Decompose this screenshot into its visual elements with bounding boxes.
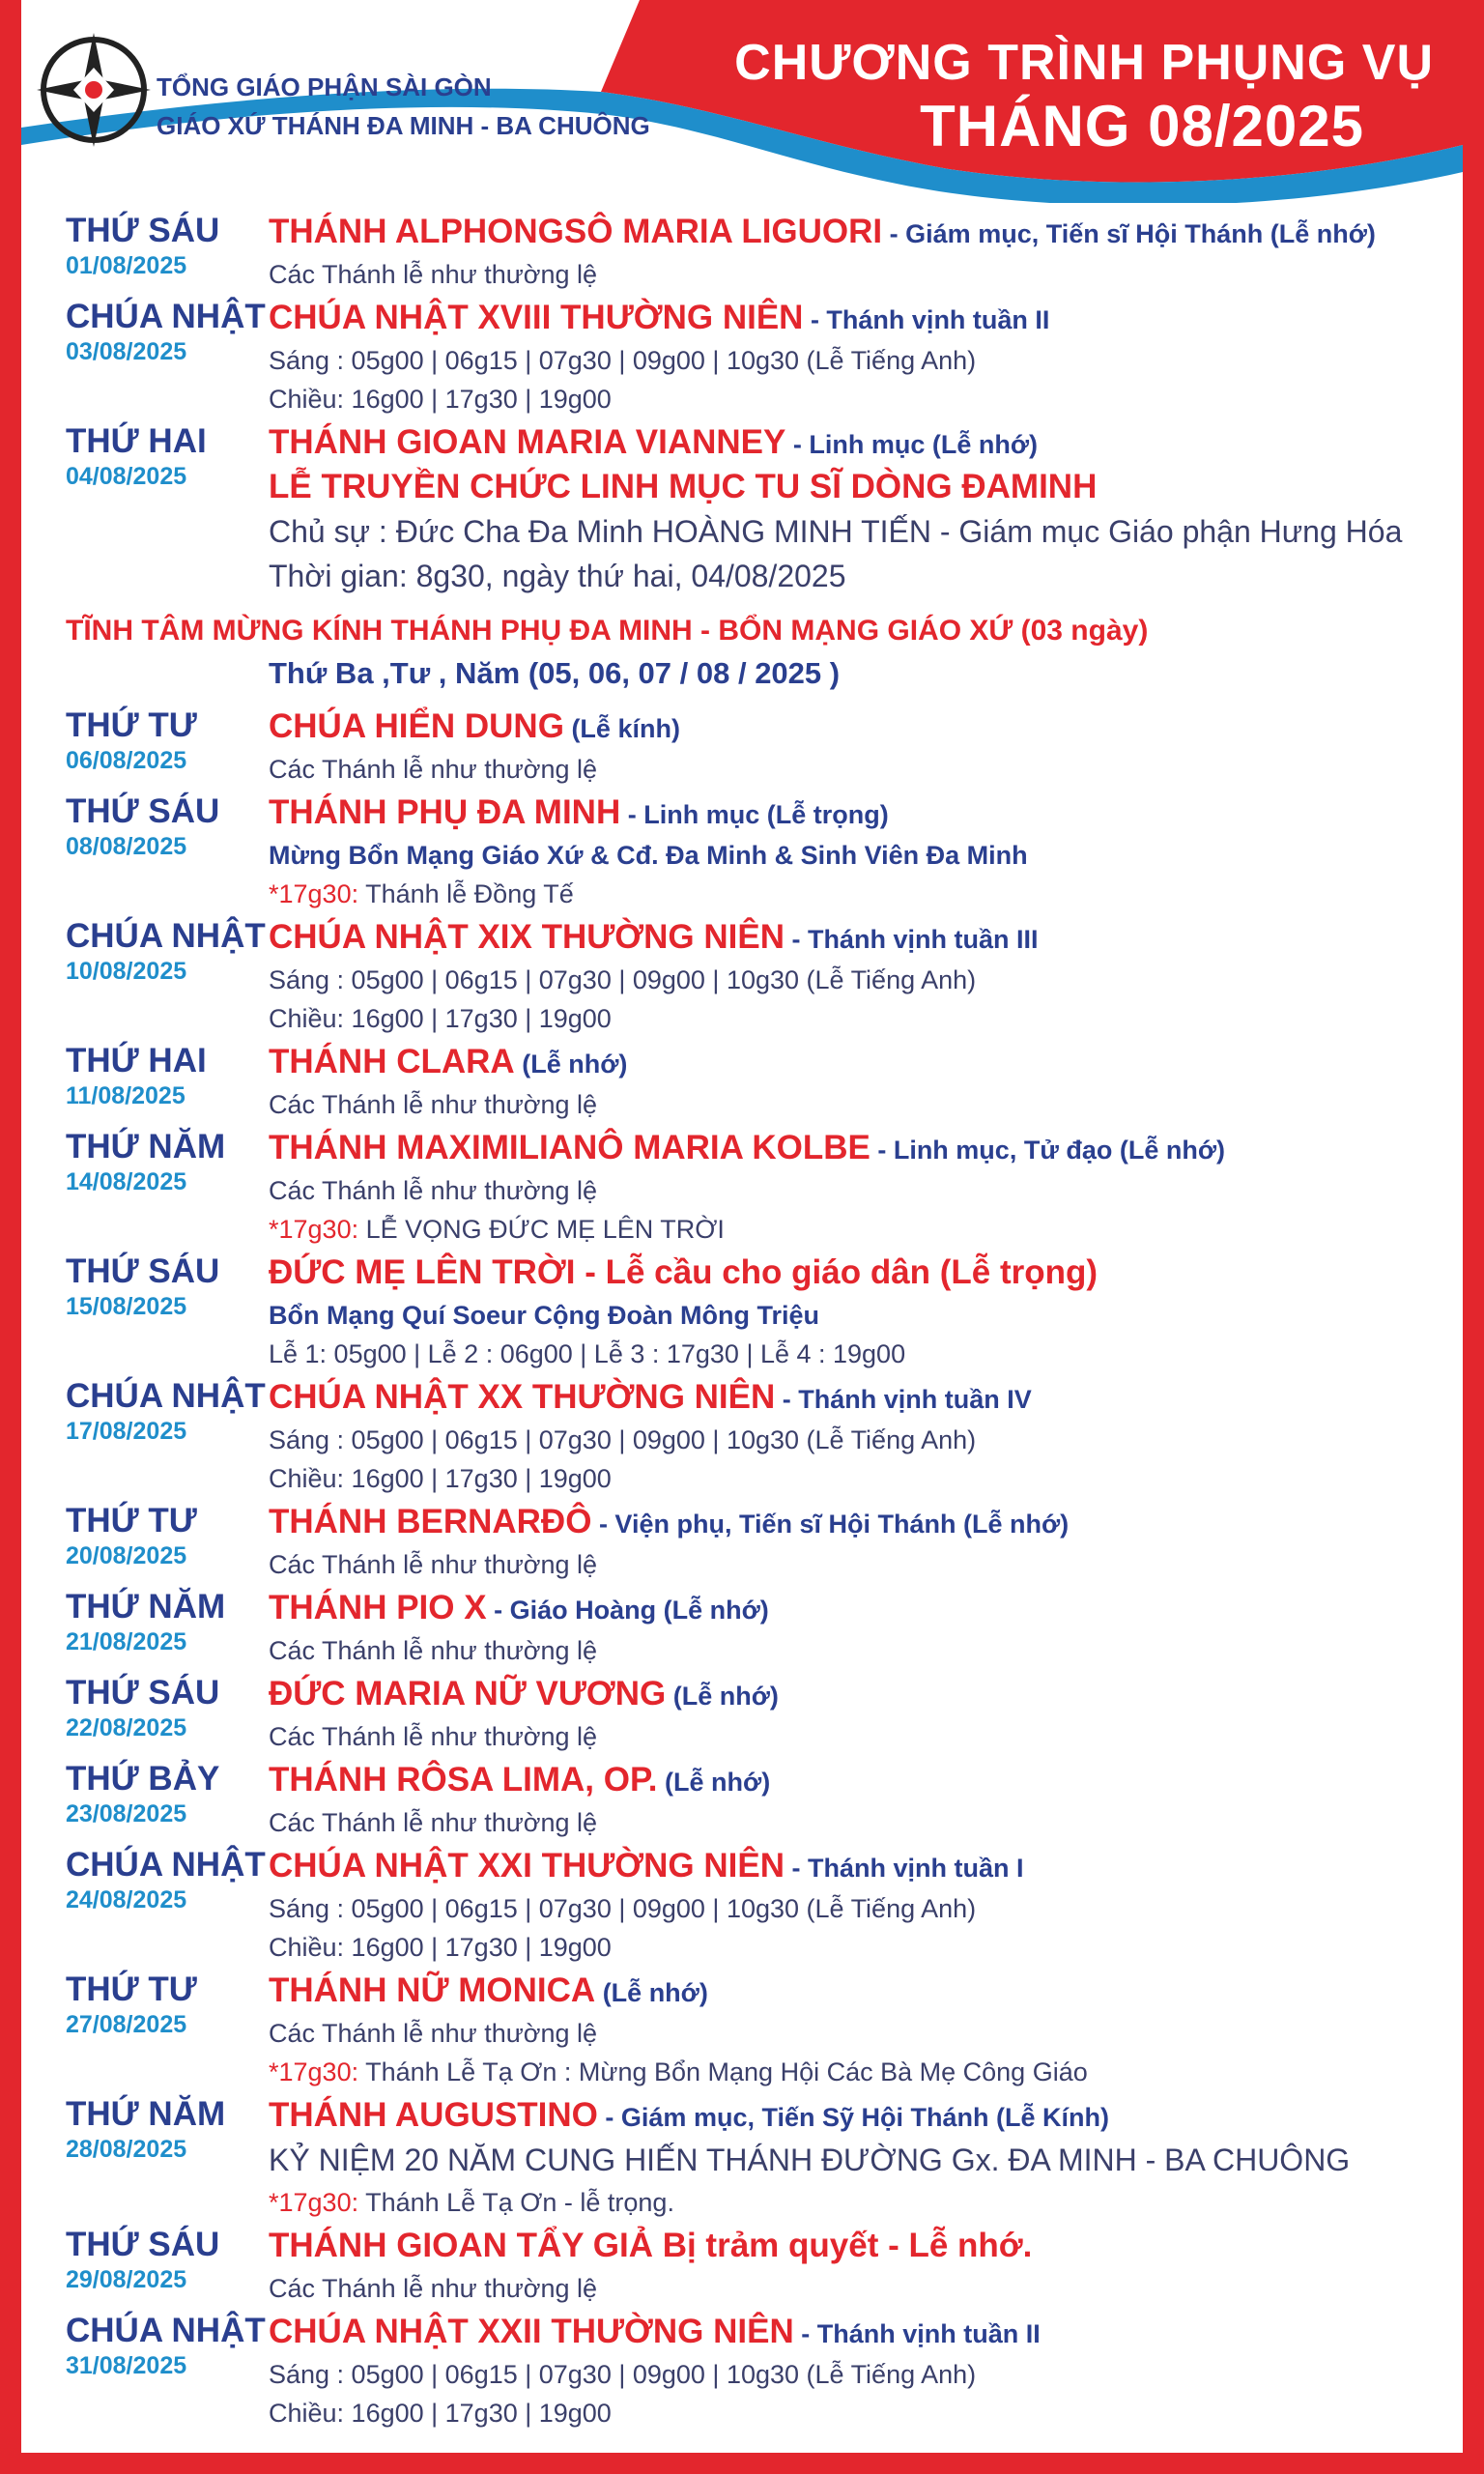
feast-detail: (Lễ nhớ) [595,1978,708,2007]
schedule-text: Sáng : 05g00 | 06g15 | 07g30 | 09g00 | 10g30 (Lễ Tiếng Anh) [269,965,977,994]
date-column [66,421,269,599]
weekday-label: THỨ TƯ [66,1502,197,1539]
date-column [66,1673,269,1756]
entry-line [269,1717,1447,1756]
date-column [66,1587,269,1670]
entry-line [269,750,1447,789]
feast-detail: - Thánh vịnh tuần I [785,1854,1024,1883]
feast-title: ĐỨC MARIA NỮ VƯƠNG [269,1675,667,1712]
date-label: 10/08/2025 [66,958,187,985]
feast-title: CHÚA NHẬT XX THƯỜNG NIÊN [269,1378,776,1416]
date-label: 01/08/2025 [66,252,187,279]
date-label: 20/08/2025 [66,1542,187,1569]
date-column [66,2311,269,2432]
feast-title: THÁNH CLARA [269,1043,515,1080]
entry-line [269,2311,1447,2355]
entry-line [269,1127,1447,1171]
date-column [66,1376,269,1498]
entry-line [269,705,1447,750]
entry-line [269,2139,1447,2183]
entry-line [269,791,1447,836]
entry-line [269,2269,1447,2308]
date-label: 24/08/2025 [66,1886,187,1913]
feast-title: THÁNH MAXIMILIANÔ MARIA KOLBE [269,1129,870,1166]
parish-logo [33,29,155,151]
weekday-label: THỨ NĂM [66,2095,226,2133]
schedule-text: Thánh Lễ Tạ Ơn : Mừng Bổn Mạng Hội Các Bà Mẹ Công Giáo [358,2057,1088,2086]
date-label: 31/08/2025 [66,2352,187,2379]
schedule-entry [66,421,1447,599]
entry-line [269,2183,1447,2222]
entry-content [269,421,1447,599]
entry-line [269,211,1447,255]
entry-line [269,1335,1447,1373]
retreat-block [66,611,1447,696]
weekday-label: CHÚA NHẬT [66,1377,266,1415]
weekday-label: THỨ HAI [66,422,207,460]
entry-content [269,1251,1447,1373]
schedule-entry [66,705,1447,789]
weekday-label: THỨ SÁU [66,212,220,249]
entry-content [269,1501,1447,1584]
feast-detail: (Lễ nhớ) [514,1050,628,1079]
entry-content [269,1970,1447,2091]
announcement-text: - Giám mục Giáo phận Hưng Hóa [930,514,1403,549]
weekday-label: THỨ SÁU [66,1674,220,1712]
entry-content [269,1673,1447,1756]
weekday-label: CHÚA NHẬT [66,298,266,335]
entry-content [269,297,1447,418]
entry-content [269,1587,1447,1670]
feast-detail: - Thánh vịnh tuần II [793,2319,1041,2348]
entry-line [269,1251,1447,1296]
retreat-days: Thứ Ba ,Tư , Năm (05, 06, 07 / 08 / 2025 ) [269,656,841,690]
date-column [66,1041,269,1124]
entry-line [269,1459,1447,1498]
feast-detail: - Linh mục (Lễ trọng) [620,800,889,829]
entry-content [269,1759,1447,1842]
date-column [66,1127,269,1249]
weekday-label: THỨ NĂM [66,1128,226,1165]
entry-line [269,2225,1447,2269]
weekday-label: CHÚA NHẬT [66,2312,266,2349]
title-line-2: THÁNG 08/2025 [920,94,1365,158]
organization-block [157,68,650,145]
schedule-text: Chiều: 16g00 | 17g30 | 19g00 [269,1464,612,1493]
schedule-text: Lễ 1: 05g00 | Lễ 2 : 06g00 | Lễ 3 : 17g30 | Lễ 4 : 19g00 [269,1339,906,1368]
date-label: 03/08/2025 [66,338,187,365]
retreat-title: TĨNH TÂM MỪNG KÍNH THÁNH PHỤ ĐA MINH - BỔN MẠNG GIÁO XỨ (03 ngày) [66,615,1149,647]
feast-detail: - Giám mục, Tiến sĩ Hội Thánh (Lễ nhớ) [882,219,1376,248]
feast-title: THÁNH PHỤ ĐA MINH [269,793,621,831]
entry-line [269,2014,1447,2053]
mass-time-highlight: *17g30: [269,2057,359,2086]
schedule-entry [66,211,1447,294]
schedule-entry [66,791,1447,913]
feast-detail: - Thánh vịnh tuần II [803,305,1050,334]
feast-detail: (Lễ kính) [563,714,680,743]
date-column [66,1970,269,2091]
schedule-entry [66,297,1447,418]
date-column [66,1251,269,1373]
entry-line [269,875,1447,913]
title-line-1: CHƯƠNG TRÌNH PHỤNG VỤ [734,35,1434,91]
date-label: 14/08/2025 [66,1168,187,1195]
weekday-label: THỨ TƯ [66,706,197,744]
entry-line [269,1171,1447,1210]
entry-line [269,466,1447,510]
schedule-text: Mừng Bổn Mạng Giáo Xứ & Cđ. Đa Minh & Sinh Viên Đa Minh [269,841,1028,870]
entry-line [269,2094,1447,2139]
date-label: 06/08/2025 [66,747,187,774]
schedule-entry [66,1845,1447,1967]
schedule-text: Sáng : 05g00 | 06g15 | 07g30 | 09g00 | 10g30 (Lễ Tiếng Anh) [269,2360,977,2389]
feast-detail: - Thánh vịnh tuần IV [775,1385,1032,1414]
schedule-text: Các Thánh lễ như thường lệ [269,1090,598,1119]
schedule-poster [21,0,1463,2453]
weekday-label: THỨ NĂM [66,1588,226,1625]
schedule-entry [66,2094,1447,2222]
entry-line [269,1587,1447,1631]
entry-content [269,1376,1447,1498]
entry-line [269,1673,1447,1717]
entry-line [269,555,1447,599]
date-column [66,211,269,294]
schedule-text: Các Thánh lễ như thường lệ [269,1176,598,1205]
entry-content [269,2094,1447,2222]
date-label: 28/08/2025 [66,2136,187,2163]
schedule-text: Sáng : 05g00 | 06g15 | 07g30 | 09g00 | 10g30 (Lễ Tiếng Anh) [269,1425,977,1454]
feast-title: CHÚA NHẬT XXI THƯỜNG NIÊN [269,1847,785,1884]
schedule-entry [66,1759,1447,1842]
feast-title: CHÚA NHẬT XXII THƯỜNG NIÊN [269,2313,794,2350]
entry-line [269,2053,1447,2091]
entry-content [269,791,1447,913]
schedule-entry [66,1970,1447,2091]
date-label: 11/08/2025 [66,1082,186,1109]
date-column [66,1759,269,1842]
archdiocese-name: TỔNG GIÁO PHẬN SÀI GÒN [157,72,492,101]
parish-name: GIÁO XỨ THÁNH ĐA MINH - BA CHUÔNG [157,111,650,140]
feast-title: CHÚA NHẬT XVIII THƯỜNG NIÊN [269,299,804,336]
schedule-text: Các Thánh lễ như thường lệ [269,260,598,289]
entry-content [269,1127,1447,1249]
schedule-text: Các Thánh lễ như thường lệ [269,1722,598,1751]
date-column [66,916,269,1038]
entry-line [269,1296,1447,1335]
feast-detail: (Lễ nhớ) [657,1768,771,1797]
date-column [66,2225,269,2308]
entry-line [269,1501,1447,1545]
feast-title: ĐỨC MẸ LÊN TRỜI - Lễ cầu cho giáo dân (Lễ trọng) [269,1253,1099,1291]
feast-title: THÁNH GIOAN MARIA VIANNEY [269,423,786,461]
date-column [66,297,269,418]
schedule-entry [66,1501,1447,1584]
entry-content [269,1041,1447,1124]
entry-content [269,2225,1447,2308]
entry-line [269,341,1447,380]
entry-line [269,1085,1447,1124]
date-column [66,791,269,913]
feast-title: THÁNH ALPHONGSÔ MARIA LIGUORI [269,213,883,250]
schedule-entry [66,2225,1447,2308]
entry-line [269,2394,1447,2432]
schedule-text: Các Thánh lễ như thường lệ [269,1808,598,1837]
page-title [734,31,1434,158]
schedule-text: Bổn Mạng Quí Soeur Cộng Đoàn Mông Triệu [269,1301,819,1330]
feast-detail: - Thánh vịnh tuần III [785,925,1039,954]
entry-line [269,1889,1447,1928]
feast-title: CHÚA NHẬT XIX THƯỜNG NIÊN [269,918,785,956]
entry-line [269,1803,1447,1842]
feast-title: THÁNH PIO X [269,1589,487,1626]
weekday-label: THỨ SÁU [66,2226,220,2263]
entry-line [269,510,1447,555]
schedule-entry [66,1673,1447,1756]
schedule-text: LỄ VỌNG ĐỨC MẸ LÊN TRỜI [358,1215,725,1244]
schedule-text: Sáng : 05g00 | 06g15 | 07g30 | 09g00 | 10g30 (Lễ Tiếng Anh) [269,1894,977,1923]
announcement-text: Chủ sự : Đức Cha Đa Minh HOÀNG MINH TIẾN [269,514,931,549]
entry-line [269,1928,1447,1967]
entry-content [269,211,1447,294]
entry-content [269,705,1447,789]
date-column [66,2094,269,2222]
schedule-text: Thánh Lễ Tạ Ơn - lễ trọng. [358,2188,674,2217]
feast-detail: - Linh mục (Lễ nhớ) [785,430,1039,459]
feast-title: THÁNH AUGUSTINO [269,2096,598,2134]
entry-line [269,1041,1447,1085]
entry-line [269,2355,1447,2394]
entry-line [269,836,1447,875]
schedule-text: Thánh lễ Đồng Tế [358,879,574,908]
date-column [66,705,269,789]
schedule-text: Chiều: 16g00 | 17g30 | 19g00 [269,385,612,414]
feast-detail: (Lễ nhớ) [666,1682,779,1711]
entry-line [269,1759,1447,1803]
schedule-entry [66,1127,1447,1249]
weekday-label: THỨ HAI [66,1042,207,1079]
mass-time-highlight: *17g30: [269,879,359,908]
mass-time-highlight: *17g30: [269,2188,359,2217]
schedule-text: Các Thánh lễ như thường lệ [269,2019,598,2048]
date-label: 23/08/2025 [66,1800,187,1827]
date-column [66,1501,269,1584]
date-label: 08/08/2025 [66,833,187,860]
schedule-entry [66,1251,1447,1373]
announcement-text: KỶ NIỆM 20 NĂM CUNG HIẾN THÁNH ĐƯỜNG Gx. ĐA MINH - BA CHUÔNG [269,2143,1351,2177]
entry-line [269,1845,1447,1889]
date-label: 27/08/2025 [66,2011,187,2038]
date-label: 22/08/2025 [66,1714,187,1741]
entry-line [269,1970,1447,2014]
schedule-text: Chiều: 16g00 | 17g30 | 19g00 [269,1933,612,1962]
weekday-label: CHÚA NHẬT [66,917,266,955]
weekday-label: THỨ SÁU [66,792,220,830]
date-label: 17/08/2025 [66,1418,187,1445]
announcement-text: Thời gian: 8g30, ngày thứ hai, 04/08/2025 [269,559,846,593]
entry-line [269,255,1447,294]
date-column [66,1845,269,1967]
weekday-label: THỨ SÁU [66,1252,220,1290]
feast-title: THÁNH GIOAN TẨY GIẢ Bị trảm quyết - Lễ nhớ. [269,2227,1033,2264]
entry-content [269,2311,1447,2432]
weekday-label: CHÚA NHẬT [66,1846,266,1884]
feast-title: THÁNH RÔSA LIMA, OP. [269,1761,658,1798]
entry-line [269,916,1447,961]
schedule-entry [66,916,1447,1038]
schedule-text: Chiều: 16g00 | 17g30 | 19g00 [269,1004,612,1033]
feast-title: CHÚA HIỂN DUNG [269,707,564,745]
entry-line [269,1631,1447,1670]
entry-line [269,380,1447,418]
entry-line [269,1210,1447,1249]
date-label: 15/08/2025 [66,1293,187,1320]
schedule-text: Các Thánh lễ như thường lệ [269,1550,598,1579]
date-label: 29/08/2025 [66,2266,187,2293]
entry-line [269,1421,1447,1459]
weekday-label: THỨ BẢY [66,1760,220,1798]
weekday-label: THỨ TƯ [66,1971,197,2008]
schedule-text: Các Thánh lễ như thường lệ [269,1636,598,1665]
feast-detail: - Viện phụ, Tiến sĩ Hội Thánh (Lễ nhớ) [591,1510,1070,1539]
feast-title: LỄ TRUYỀN CHỨC LINH MỤC TU SĨ DÒNG ĐAMINH [269,468,1098,505]
date-label: 04/08/2025 [66,463,187,490]
schedule-entry [66,1376,1447,1498]
feast-title: THÁNH BERNARĐÔ [269,1503,592,1540]
schedule-entry [66,1041,1447,1124]
schedule-entry [66,2311,1447,2432]
entry-content [269,1845,1447,1967]
entry-line [269,421,1447,466]
schedule-list [66,211,1447,2435]
schedule-entry [66,1587,1447,1670]
entry-line [269,999,1447,1038]
entry-line [269,1545,1447,1584]
entry-line [269,297,1447,341]
schedule-text: Các Thánh lễ như thường lệ [269,2274,598,2303]
schedule-text: Chiều: 16g00 | 17g30 | 19g00 [269,2399,612,2428]
feast-detail: - Giáo Hoàng (Lễ nhớ) [486,1596,769,1625]
schedule-text: Các Thánh lễ như thường lệ [269,755,598,784]
date-label: 21/08/2025 [66,1628,187,1655]
feast-detail: - Giám mục, Tiến Sỹ Hội Thánh (Lễ Kính) [597,2103,1109,2132]
entry-line [269,961,1447,999]
schedule-text: Sáng : 05g00 | 06g15 | 07g30 | 09g00 | 10g30 (Lễ Tiếng Anh) [269,346,977,375]
entry-content [269,916,1447,1038]
feast-title: THÁNH NỮ MONICA [269,1971,596,2009]
mass-time-highlight: *17g30: [269,1215,359,1244]
feast-detail: - Linh mục, Tử đạo (Lễ nhớ) [870,1136,1226,1165]
entry-line [269,1376,1447,1421]
